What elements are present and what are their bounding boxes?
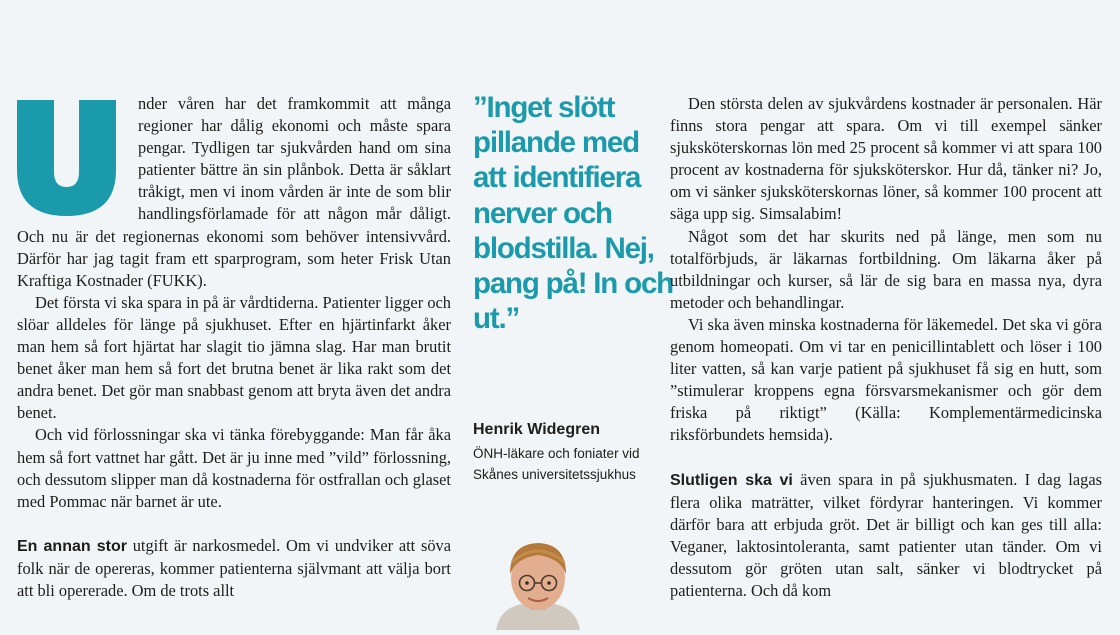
author-title: ÖNH-läkare och foniater vid Skånes universitetssjukhus	[473, 446, 640, 482]
paragraph-narkos-text: utgift är narkosmedel. Om vi undviker att söva folk när de opereras, kommer patienterna självmant att välja bort att bli opererade. Om de trots allt	[17, 535, 451, 600]
paragraph-forlossning: Och vid förlossningar ska vi tänka förebyggande: Man får åka hem så fort vattnet har gått. Det är ju inne med ”vild” förlossning, och dessutom slipper man då kostnaderna för ostfrallan och glaset med Pommac när barnet är ute.	[17, 425, 451, 511]
author-photo-illustration	[488, 538, 588, 630]
dropcap-glyph	[17, 100, 116, 216]
paragraph-sjukhusmat	[670, 469, 1102, 603]
paragraph-narkos	[17, 535, 451, 602]
paragraph-intro: nder våren har det framkommit att många regioner har dålig ekonomi och måste spara pengar. Tydligen tar sjukvården hand om sina patienter bättre än sin plånbok. Detta är såklart tråkigt, men vi inom vården är inte de som blir handlingsförlamade för att någon mår dåligt. Och nu är det regionernas ekonomi som behöver intensivvård. Därför har jag tagit fram ett sparprogram, som heter Frisk Utan Kraftiga Kostnader (FUKK).	[17, 94, 451, 290]
author-portrait	[488, 538, 588, 630]
article-column-right	[670, 93, 1102, 602]
paragraph-fortbildning: Något som det har skurits ned på länge, men som nu totalförbjuds, är läkarnas fortbildning. Om läkarna åker på utbildningar och kurser, så lär de sig bara en massa nya, dyra metoder och behandlingar.	[670, 226, 1102, 312]
lead-in-text: En annan stor	[17, 537, 127, 555]
author-name: Henrik Widegren	[473, 421, 600, 438]
lead-in-text: Slutligen ska vi	[670, 471, 793, 489]
dropcap-letter-u	[17, 100, 116, 216]
pull-quote: ”Inget slött pillande med att identifiera nerver och blodstilla. Nej, pang på! In och ut.”	[473, 91, 673, 336]
author-byline	[473, 419, 663, 485]
paragraph-lakemedel: Vi ska även minska kostnaderna för läkemedel. Det ska vi göra genom homeopati. Om vi tar en penicillintablett och löser i 100 liter vatten, så kan varje patient på sjukhuset få sig en hutt, som ”stimulerar kroppens egna försvarsmekanismer och gör dem friska på riktigt” (Källa: Komplementärmedicinska riksförbundets hemsida).	[670, 314, 1102, 445]
paragraph-personal: Den största delen av sjukvårdens kostnader är personalen. Här finns stora pengar att spara. Om vi till exempel sänker sjuksköterskornas lön med 25 procent så kommer vi att spara 100 procent av kostnaderna för sjuksköterskor. Hur då, tänker ni? Jo, om vi sänker sjuksköterskornas löner, så kommer 100 procent att säga upp sig. Simsalabim!	[670, 94, 1102, 224]
article-column-left	[17, 93, 451, 602]
paragraph-vardtider: Det första vi ska spara in på är vårdtiderna. Patienter ligger och slöar alldeles för länge på sjukhuset. Efter en hjärtinfarkt åker man hem så fort hjärtat har slagit tio jämna slag. Har man brutit benet åker man hem så fort det brutna benet är lika rakt som det andra benet. Det gör man snabbast genom att bryta även det andra benet.	[17, 292, 451, 423]
paragraph-sjukhusmat-text: även spara in på sjukhusmaten. I dag lagas flera olika maträtter, vilket fördyrar hanteringen. Vi kommer därför bara att erbjuda gröt. Det är billigt och kan ges till alla: Veganer, laktosintoleranta, samt patienter utan tänder. Om vi dessutom gör gröten utan salt, sänker vi blodtrycket på patienterna. Och då kom	[670, 469, 1102, 600]
